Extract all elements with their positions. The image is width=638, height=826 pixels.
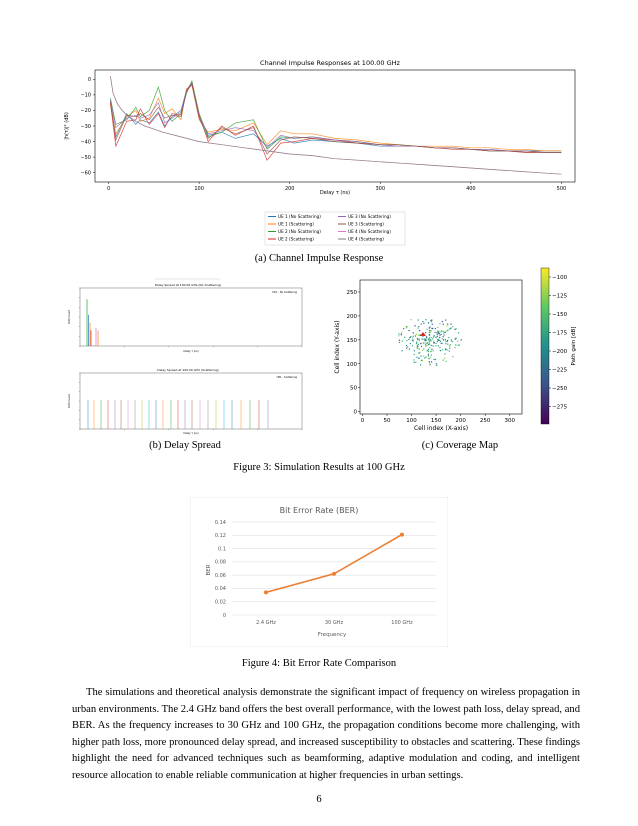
coverage-cell xyxy=(443,339,444,340)
coverage-cell xyxy=(437,334,438,335)
coverage-cell xyxy=(429,340,430,341)
ber-xtick-label: 100 GHz xyxy=(391,620,413,626)
coverage-cell xyxy=(439,337,440,338)
cir-ytick-label: −20 xyxy=(80,108,91,115)
colorbar-tick-label: −225 xyxy=(552,367,568,374)
figure-3-caption: Figure 3: Simulation Results at 100 GHz xyxy=(233,462,405,473)
coverage-cell xyxy=(435,359,436,360)
cir-ylabel: |h(τ)|² (dB) xyxy=(64,112,70,140)
coverage-xtick-label: 200 xyxy=(455,418,466,424)
coverage-cell xyxy=(433,350,434,351)
coverage-cell xyxy=(432,338,433,339)
ber-ytick-label: 0.1 xyxy=(218,546,226,553)
cir-legend-label: UE 3 (No Scattering) xyxy=(348,214,391,219)
coverage-cell xyxy=(414,354,415,355)
coverage-cell xyxy=(417,348,418,349)
coverage-cell xyxy=(440,331,441,332)
coverage-cell xyxy=(449,345,450,346)
coverage-cell xyxy=(428,322,429,323)
ber-ytick-label: 0.08 xyxy=(214,559,226,566)
cir-xtick-label: 300 xyxy=(375,186,386,192)
coverage-cell xyxy=(430,320,431,321)
coverage-cell xyxy=(445,339,446,340)
coverage-cell xyxy=(406,326,407,327)
ber-ytick-label: 0.02 xyxy=(214,599,226,606)
coverage-cell xyxy=(415,362,416,363)
cir-xtick-label: 200 xyxy=(284,186,295,192)
cir-ytick-label: −10 xyxy=(80,92,91,99)
subcaption-c: (c) Coverage Map xyxy=(421,440,499,451)
coverage-cell xyxy=(433,340,434,341)
coverage-cell xyxy=(414,350,415,351)
coverage-cell xyxy=(425,340,426,341)
coverage-cell xyxy=(406,345,407,346)
cir-xtick-label: 400 xyxy=(466,186,476,192)
cir-series-line xyxy=(110,76,561,174)
coverage-cell xyxy=(442,349,443,350)
coverage-cell xyxy=(399,342,400,343)
coverage-cell xyxy=(421,346,422,347)
coverage-cell xyxy=(431,328,432,329)
coverage-cell xyxy=(431,354,432,355)
coverage-cell xyxy=(423,339,424,340)
coverage-cell xyxy=(435,337,436,338)
coverage-ytick-label: 200 xyxy=(346,313,357,320)
coverage-cell xyxy=(436,343,437,344)
coverage-cell xyxy=(431,349,432,350)
coverage-cell xyxy=(402,341,403,342)
coverage-cell xyxy=(412,337,413,338)
coverage-cell xyxy=(431,361,432,362)
coverage-cell xyxy=(436,365,437,366)
coverage-cell xyxy=(416,342,417,343)
coverage-cell xyxy=(429,362,430,363)
coverage-cell xyxy=(443,334,444,335)
coverage-cell xyxy=(422,339,423,340)
coverage-cell xyxy=(441,331,442,332)
coverage-cell xyxy=(451,339,452,340)
coverage-cell xyxy=(430,351,431,352)
coverage-cell xyxy=(429,341,430,342)
coverage-cell xyxy=(425,357,426,358)
coverage-cell xyxy=(398,333,399,334)
cir-legend-label: UE 3 (Scattering) xyxy=(348,221,384,227)
coverage-cell xyxy=(413,336,414,337)
cir-ytick-label: −30 xyxy=(80,123,91,130)
coverage-cell xyxy=(441,334,442,335)
coverage-cell xyxy=(443,324,444,325)
coverage-cell xyxy=(413,359,414,360)
cir-legend-label: UE 2 (Scattering) xyxy=(278,236,314,242)
cir-series-line xyxy=(110,84,561,160)
coverage-cell xyxy=(429,334,430,335)
delay-bottom-xlabel: Delay τ (ns) xyxy=(183,432,199,435)
coverage-cell xyxy=(446,325,447,326)
coverage-cell xyxy=(420,356,421,357)
coverage-cell xyxy=(437,341,438,342)
coverage-cell xyxy=(441,343,442,344)
coverage-cell xyxy=(428,354,429,355)
coverage-cell xyxy=(414,362,415,363)
coverage-xtick-label: 250 xyxy=(479,418,491,424)
coverage-cell xyxy=(429,347,430,348)
coverage-cell xyxy=(449,351,450,352)
coverage-cell xyxy=(427,350,428,351)
coverage-cell xyxy=(426,342,427,343)
cir-xtick-label: 100 xyxy=(194,186,204,192)
coverage-cell xyxy=(435,328,436,329)
coverage-cell xyxy=(426,329,427,330)
subcaption-a: (a) Channel Impulse Response xyxy=(254,253,384,264)
coverage-cell xyxy=(418,344,419,345)
ber-ylabel: BER xyxy=(206,564,212,576)
delay-top-legend: UE1 - No Scattering xyxy=(272,291,297,294)
coverage-cell xyxy=(431,337,432,338)
coverage-cell xyxy=(423,348,424,349)
coverage-map xyxy=(326,266,578,432)
cir-xtick-label: 500 xyxy=(556,186,567,192)
coverage-cell xyxy=(444,353,445,354)
coverage-cell xyxy=(430,357,431,358)
ber-title: Bit Error Rate (BER) xyxy=(279,506,359,515)
coverage-cell xyxy=(443,360,444,361)
ber-xtick-label: 30 GHz xyxy=(324,620,344,626)
coverage-ytick-label: 150 xyxy=(346,337,357,344)
coverage-cell xyxy=(422,350,423,351)
coverage-cell xyxy=(445,349,446,350)
coverage-cell xyxy=(408,330,409,331)
coverage-cell xyxy=(445,320,446,321)
ber-xlabel: Frequency xyxy=(317,632,347,638)
coverage-cell xyxy=(423,342,424,343)
delay-top-ylabel: Path Count xyxy=(68,310,71,324)
coverage-cell xyxy=(437,336,438,337)
ber-data-point xyxy=(400,533,404,537)
coverage-cell xyxy=(431,321,432,322)
coverage-plot-frame xyxy=(360,280,522,414)
coverage-cell xyxy=(416,343,417,344)
cir-ytick-label: −60 xyxy=(80,170,91,177)
coverage-cell xyxy=(440,341,441,342)
coverage-cell xyxy=(427,342,428,343)
coverage-cell xyxy=(447,324,448,325)
coverage-cell xyxy=(439,323,440,324)
coverage-cell xyxy=(449,348,450,349)
page-number: 6 xyxy=(316,794,322,805)
coverage-cell xyxy=(429,327,430,328)
coverage-cell xyxy=(457,341,458,342)
coverage-cell xyxy=(447,344,448,345)
coverage-cell xyxy=(426,336,427,337)
coverage-cell xyxy=(417,338,418,339)
coverage-cell xyxy=(422,360,423,361)
coverage-cell xyxy=(424,358,425,359)
coverage-cell xyxy=(426,345,427,346)
cir-legend-label: UE 4 (No Scattering) xyxy=(348,229,391,234)
coverage-cell xyxy=(439,335,440,336)
coverage-cell xyxy=(450,344,451,345)
coverage-cell xyxy=(435,345,436,346)
coverage-cell xyxy=(447,341,448,342)
coverage-cell xyxy=(401,332,402,333)
coverage-cell xyxy=(432,324,433,325)
coverage-cell xyxy=(416,357,417,358)
colorbar-label: Path gain [dB] xyxy=(571,326,577,366)
cir-legend-label: UE 2 (No Scattering) xyxy=(278,229,321,234)
coverage-cell xyxy=(461,339,462,340)
cir-ytick-label: −50 xyxy=(80,154,91,161)
coverage-cell xyxy=(418,319,419,320)
coverage-cell xyxy=(443,332,444,333)
coverage-cell xyxy=(413,341,414,342)
coverage-cell xyxy=(433,337,434,338)
coverage-cell xyxy=(445,343,446,344)
ber-data-point xyxy=(264,590,268,594)
colorbar-tick-label: −100 xyxy=(552,275,568,281)
coverage-cell xyxy=(412,345,413,346)
coverage-cell xyxy=(437,331,438,332)
coverage-cell xyxy=(423,323,424,324)
coverage-cell xyxy=(455,344,456,345)
cir-title: Channel Impulse Responses at 100.00 GHz xyxy=(260,59,400,67)
coverage-cell xyxy=(435,332,436,333)
figure-4-caption: Figure 4: Bit Error Rate Comparison xyxy=(241,658,397,669)
coverage-xtick-label: 100 xyxy=(406,418,417,424)
coverage-cell xyxy=(428,339,429,340)
ber-ytick-label: 0.12 xyxy=(214,533,226,540)
coverage-cell xyxy=(456,338,457,339)
coverage-cell xyxy=(439,347,440,348)
coverage-cell xyxy=(406,327,407,328)
delay-bottom-title: Delay Spread at 100.00 GHz (Scattering) xyxy=(157,368,219,372)
coverage-cell xyxy=(413,332,414,333)
coverage-cell xyxy=(419,330,420,331)
coverage-cell xyxy=(431,341,432,342)
coverage-cell xyxy=(402,350,403,351)
coverage-cell xyxy=(418,338,419,339)
cir-legend-label: UE 1 (Scattering) xyxy=(278,221,314,227)
cir-xlabel: Delay τ (ns) xyxy=(319,190,351,196)
coverage-cell xyxy=(422,321,423,322)
cir-legend-label: UE 4 (Scattering) xyxy=(348,236,384,242)
coverage-cell xyxy=(419,339,420,340)
coverage-cell xyxy=(406,340,407,341)
cir-legend xyxy=(265,212,405,245)
coverage-cell xyxy=(411,319,412,320)
coverage-cell xyxy=(401,334,402,335)
coverage-cell xyxy=(443,336,444,337)
delay-bottom-ylabel: Path Count xyxy=(68,394,71,408)
cir-plot-frame xyxy=(95,70,575,182)
delay-panel-bottom xyxy=(67,368,302,435)
ber-chart xyxy=(190,497,448,647)
coverage-cell xyxy=(434,342,435,343)
coverage-cell xyxy=(438,333,439,334)
delay-panel-top xyxy=(67,283,302,353)
coverage-cell xyxy=(450,324,451,325)
cir-series-line xyxy=(110,84,561,154)
coverage-cell xyxy=(431,345,432,346)
coverage-cell xyxy=(428,351,429,352)
coverage-cell xyxy=(436,363,437,364)
coverage-xlabel: Cell index (X-axis) xyxy=(413,425,469,432)
coverage-cell xyxy=(406,347,407,348)
coverage-cell xyxy=(437,327,438,328)
cir-ytick-label: 0 xyxy=(87,77,91,84)
coverage-cell xyxy=(458,345,459,346)
coverage-cell xyxy=(398,335,399,336)
coverage-xtick-label: 300 xyxy=(504,418,515,424)
coverage-cell xyxy=(444,358,445,359)
coverage-cell xyxy=(404,337,405,338)
delay-bottom-legend: UE1 - Scattering xyxy=(276,376,297,379)
coverage-cell xyxy=(437,332,438,333)
delay-top-xlabel: Delay τ (ns) xyxy=(183,350,199,353)
colorbar-tick-label: −275 xyxy=(552,404,568,411)
coverage-cell xyxy=(442,321,443,322)
coverage-cell xyxy=(429,344,430,345)
cir-series-line xyxy=(110,86,561,151)
coverage-cell xyxy=(444,332,445,333)
ber-ytick-label: 0.04 xyxy=(214,586,226,593)
coverage-cell xyxy=(425,345,426,346)
coverage-cell xyxy=(410,343,411,344)
coverage-cell xyxy=(421,324,422,325)
coverage-cell xyxy=(408,339,409,340)
coverage-cell xyxy=(429,364,430,365)
coverage-cell xyxy=(432,320,433,321)
coverage-cell xyxy=(447,340,448,341)
coverage-cell xyxy=(407,346,408,347)
coverage-cell xyxy=(433,346,434,347)
colorbar-tick-label: −125 xyxy=(552,293,568,300)
colorbar-tick-label: −150 xyxy=(552,312,568,318)
coverage-cell xyxy=(425,319,426,320)
coverage-cell xyxy=(425,344,426,345)
coverage-cell xyxy=(429,361,430,362)
subcaption-b: (b) Delay Spread xyxy=(149,440,221,451)
coverage-cell xyxy=(439,340,440,341)
coverage-cell xyxy=(409,337,410,338)
coverage-cell xyxy=(418,353,419,354)
coverage-cell xyxy=(417,327,418,328)
coverage-cell xyxy=(415,335,416,336)
ber-ytick-label: 0.06 xyxy=(214,572,226,579)
coverage-cell xyxy=(428,358,429,359)
coverage-cell xyxy=(454,347,455,348)
colorbar-tick-label: −175 xyxy=(552,330,568,337)
coverage-cell xyxy=(419,348,420,349)
ber-xtick-label: 2.4 GHz xyxy=(256,620,276,626)
coverage-cell xyxy=(440,350,441,351)
coverage-cell xyxy=(403,328,404,329)
coverage-cell xyxy=(450,328,451,329)
coverage-ytick-label: 0 xyxy=(353,409,357,416)
coverage-cell xyxy=(417,345,418,346)
coverage-xtick-label: 150 xyxy=(430,418,442,424)
cir-chart xyxy=(60,50,580,250)
coverage-cell xyxy=(452,326,453,327)
coverage-cell xyxy=(452,341,453,342)
coverage-cell xyxy=(421,360,422,361)
delay-spread-chart xyxy=(60,275,310,435)
coverage-cell xyxy=(446,361,447,362)
coverage-xtick-label: 0 xyxy=(360,418,365,424)
coverage-cell xyxy=(447,349,448,350)
coverage-cell xyxy=(425,332,426,333)
colorbar xyxy=(541,268,549,424)
colorbar-tick-label: −250 xyxy=(552,386,568,392)
coverage-cell xyxy=(433,335,434,336)
body-paragraph: The simulations and theoretical analysis demonstrate the significant impact of frequency on wireless propagation in urban environments. The 2.4 GHz band offers the best overall performance, with the lowest path loss, delay spread, and BER. As the frequency increases to 30 GHz and 100 GHz, the propagation conditions become more challenging, with higher path loss, more pronounced delay spread, and increased susceptibility to obstacles and scattering. These findings highlight the need for advanced techniques such as beamforming, adaptive modulation and coding, and intelligent resource allocation to enable reliable communication at higher frequencies in urban settings. xyxy=(72,687,580,781)
coverage-cell xyxy=(430,330,431,331)
ber-ytick-label: 0.14 xyxy=(214,519,226,526)
coverage-cell xyxy=(438,345,439,346)
cir-series-line xyxy=(110,76,561,174)
coverage-cell xyxy=(448,337,449,338)
coverage-cell xyxy=(443,331,444,332)
coverage-cell xyxy=(416,334,417,335)
cir-legend-label: UE 1 (No Scattering) xyxy=(278,214,321,219)
coverage-cell xyxy=(417,339,418,340)
coverage-cell xyxy=(442,338,443,339)
coverage-cell xyxy=(456,328,457,329)
coverage-xtick-label: 50 xyxy=(383,418,391,424)
cir-xtick-label: 0 xyxy=(106,186,111,192)
coverage-cell xyxy=(433,359,434,360)
cir-ytick-label: −40 xyxy=(80,139,91,146)
coverage-cell xyxy=(418,326,419,327)
coverage-cell xyxy=(399,340,400,341)
coverage-cell xyxy=(420,364,421,365)
coverage-ytick-label: 100 xyxy=(346,361,357,368)
delay-top-title: Delay Spread at 100.00 GHz (No Scattering) xyxy=(154,283,222,287)
coverage-ylabel: Cell index (Y-axis) xyxy=(334,320,341,374)
coverage-cell xyxy=(418,358,419,359)
coverage-cell xyxy=(428,349,429,350)
coverage-cell xyxy=(430,331,431,332)
ber-data-point xyxy=(332,572,336,576)
coverage-cell xyxy=(428,355,429,356)
coverage-cell xyxy=(423,355,424,356)
coverage-ytick-label: 50 xyxy=(350,385,357,392)
coverage-cell xyxy=(429,337,430,338)
coverage-ytick-label: 250 xyxy=(346,289,357,296)
ber-ytick-label: 0 xyxy=(222,612,226,619)
coverage-cell xyxy=(452,356,453,357)
colorbar-tick-label: −200 xyxy=(552,349,568,355)
coverage-cell xyxy=(438,339,439,340)
coverage-cell xyxy=(429,330,430,331)
coverage-cell xyxy=(415,325,416,326)
coverage-cell xyxy=(421,343,422,344)
coverage-cell xyxy=(418,335,419,336)
coverage-cell xyxy=(409,349,410,350)
coverage-cell xyxy=(447,330,448,331)
coverage-cell xyxy=(458,332,459,333)
